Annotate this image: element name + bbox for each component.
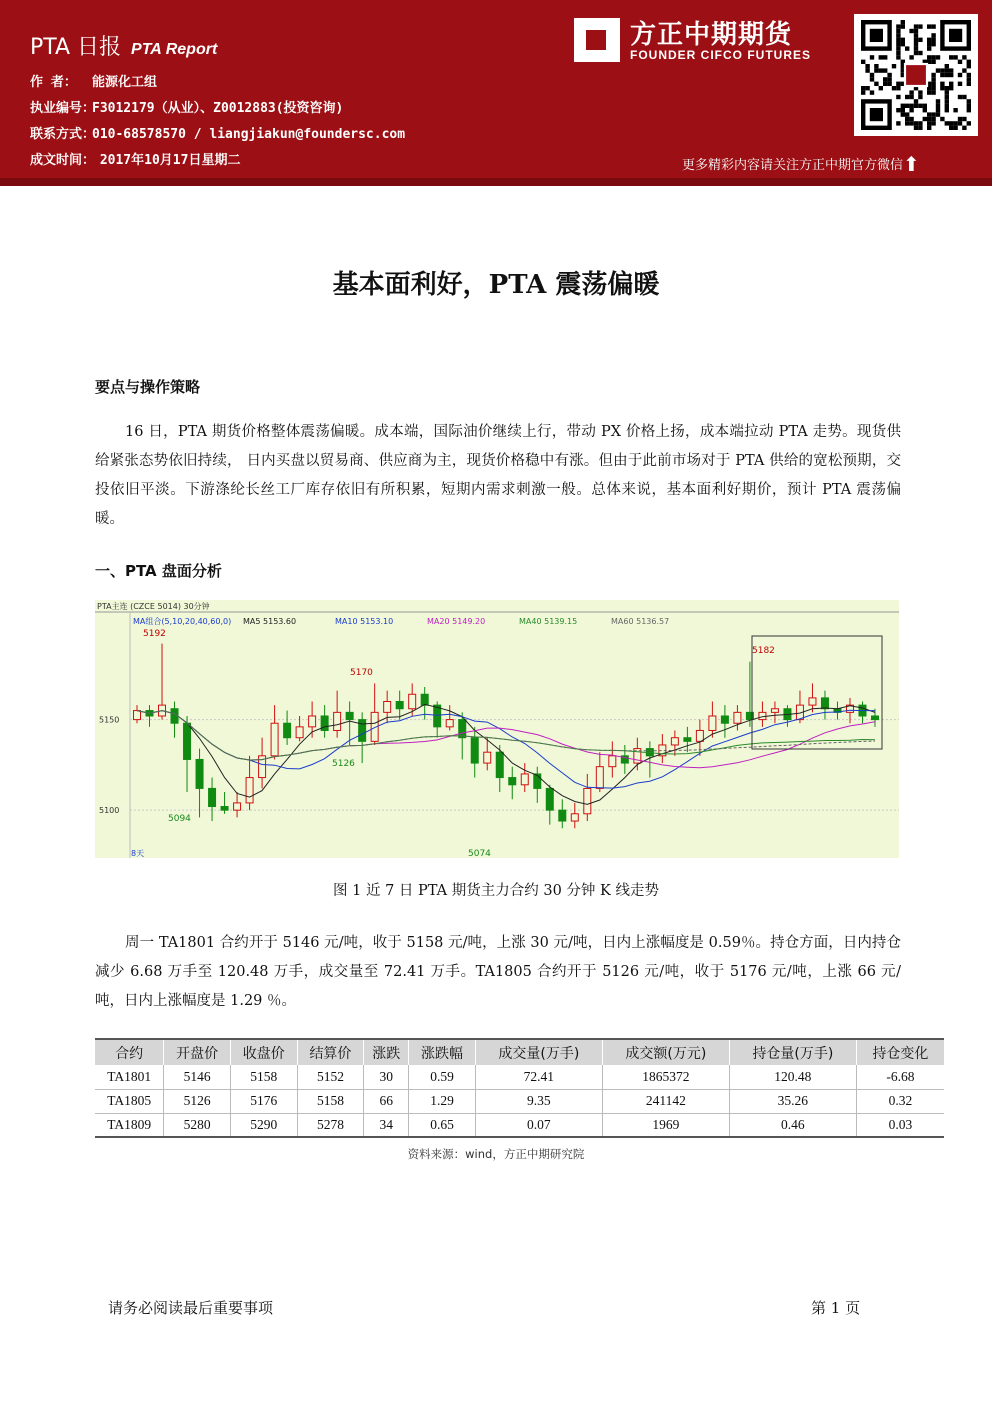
candle [171,701,178,737]
col-header: 开盘价 [164,1039,231,1065]
x-label: 8天 [131,849,145,858]
candle [196,749,203,818]
candle [771,701,778,723]
ma-readout: MA10 5153.10 [335,617,394,626]
candle [709,701,716,737]
meta-author: 作 者： 能源化工组 [30,75,158,90]
candle [759,701,766,726]
candle [659,734,666,763]
candle [571,803,578,828]
figure-caption: 图 1 近 7 日 PTA 期货主力合约 30 分钟 K 线走势 [333,883,659,899]
report-header [0,0,992,186]
candle [209,778,216,821]
candle [321,705,328,738]
page-number: 第 1 页 [811,1299,861,1317]
candle [184,716,191,792]
col-header: 涨跌 [364,1039,409,1065]
candle [596,752,603,792]
col-header: 持仓变化 [856,1039,944,1065]
candle [259,738,266,789]
candle [546,785,553,825]
candle [859,701,866,723]
candle [371,683,378,745]
candle [234,792,241,817]
analysis-paragraph: 周一 TA1801 合约开于 5146 元/吨，收于 5158 元/吨，上涨 30 元/吨，日内上涨幅度是 0.59％。持仓方面，日内持仓减少 6.68 万手至 120.48 万手，成交量至 72.41 万手。TA1805 合约开于 5126 元/吨，收于 5176 元/吨，上涨 66 元/吨，日内上涨幅度是 1.29 ％。 [95,935,901,1009]
section-heading-analysis: 一、PTA 盘面分析 [95,562,222,580]
candle [134,705,141,723]
annotation-low: 5126 [332,759,355,769]
candle [696,720,703,756]
candle [821,691,828,720]
candle [471,727,478,778]
candle [671,730,678,755]
col-header: 合约 [95,1039,164,1065]
kline-chart [95,600,899,858]
candle [809,683,816,712]
section-heading-strategy: 要点与操作策略 [95,378,201,396]
document-title: 基本面利好，PTA 震荡偏暖 [332,270,660,300]
col-header: 成交量(万手) [475,1039,602,1065]
candle [284,711,291,745]
candle [684,727,691,752]
table-row: TA1805 5126 5176 5158 66 1.29 9.35 241142 35.26 0.32 [95,1089,944,1113]
candle [246,756,253,810]
table-header-row [95,1039,944,1065]
meta-date: 成文时间： 2017年10月17日星期二 [30,153,241,168]
candle [834,701,841,719]
footer-notice: 请务必阅读最后重要事项 [108,1299,274,1317]
candle [584,774,591,821]
table-source: 资料来源：wind，方正中期研究院 [407,1147,585,1161]
ma-readout: MA60 5136.57 [611,617,670,626]
candle [634,738,641,771]
annotation-high: 5182 [752,646,775,656]
candle [146,705,153,727]
header-divider [0,178,992,186]
col-header: 成交额(万元) [602,1039,729,1065]
table-row: TA1801 5146 5158 5152 30 0.59 72.41 1865372 120.48 -6.68 [95,1065,944,1089]
logo-name-en: FOUNDER CIFCO FUTURES [630,48,811,62]
indicator-label: MA组合(5,10,20,40,60,0) [133,617,232,626]
logo-mark-icon [574,18,620,62]
report-title-cn: PTA 日报 [30,35,122,60]
candle [159,644,166,720]
logo-name-cn: 方正中期期货 [630,20,793,50]
ma-readout: MA20 5149.20 [427,617,486,626]
arrow-up-icon: ⬆ [903,152,920,176]
col-header: 结算价 [297,1039,364,1065]
annotation-low: 5074 [468,849,491,858]
candle [534,767,541,803]
candle [734,705,741,730]
col-header: 涨跌幅 [409,1039,476,1065]
candle [559,799,566,828]
candle [521,763,528,792]
candle [509,767,516,800]
annotation-high: 5192 [143,629,166,639]
ma-readout: MA5 5153.60 [243,617,297,626]
table-row: TA1809 5280 5290 5278 34 0.65 0.07 1969 0.46 0.03 [95,1113,944,1137]
candle [346,701,353,744]
qr-code-icon [860,20,972,130]
y-tick-label: 5100 [99,806,120,816]
company-logo [574,14,834,66]
y-tick-label: 5150 [99,715,120,725]
candle [221,792,228,814]
report-title [30,30,217,61]
annotation-high: 5170 [350,668,373,678]
wechat-note: 更多精彩内容请关注方正中期官方微信⬆ [682,152,920,176]
chart-title: PTA主连 (CZCE 5014) 30分钟 [97,602,210,611]
candle [271,705,278,759]
candle [609,741,616,777]
col-header: 持仓量(万手) [729,1039,856,1065]
candle [721,705,728,738]
candle [334,691,341,738]
col-header: 收盘价 [230,1039,297,1065]
candle [621,745,628,774]
candle [784,705,791,727]
meta-license: 执业编号：F3012179（从业）、Z0012883(投资咨询) [30,101,344,116]
ma-readout: MA40 5139.15 [519,617,578,626]
candle [446,705,453,730]
annotation-low: 5094 [168,814,191,824]
strategy-paragraph: 16 日，PTA 期货价格整体震荡偏暖。成本端，国际油价继续上行，带动 PX 价格上扬，成本端拉动 PTA 走势。现货供给紧张态势依旧持续， 日内买盘以贸易商、供应商为主，现货价格稳中有涨。但由于此前市场对于 PTA 供给的宽松预期，交投依旧平淡。下游涤纶长丝工厂库存依旧有所积累，短期内需求刺激一般。总体来说，基本面利好期价，预计 PTA 震荡偏暖。 [95,424,901,527]
meta-contact: 联系方式：010-68578570 / liangjiakun@foundersc.com [30,127,406,142]
kline-chart-svg [95,600,899,858]
wechat-qr-code [854,14,978,136]
candle [359,712,366,763]
candle [484,738,491,771]
report-title-en: PTA Report [131,41,218,58]
report-meta [30,70,405,174]
contract-table [95,1038,944,1138]
